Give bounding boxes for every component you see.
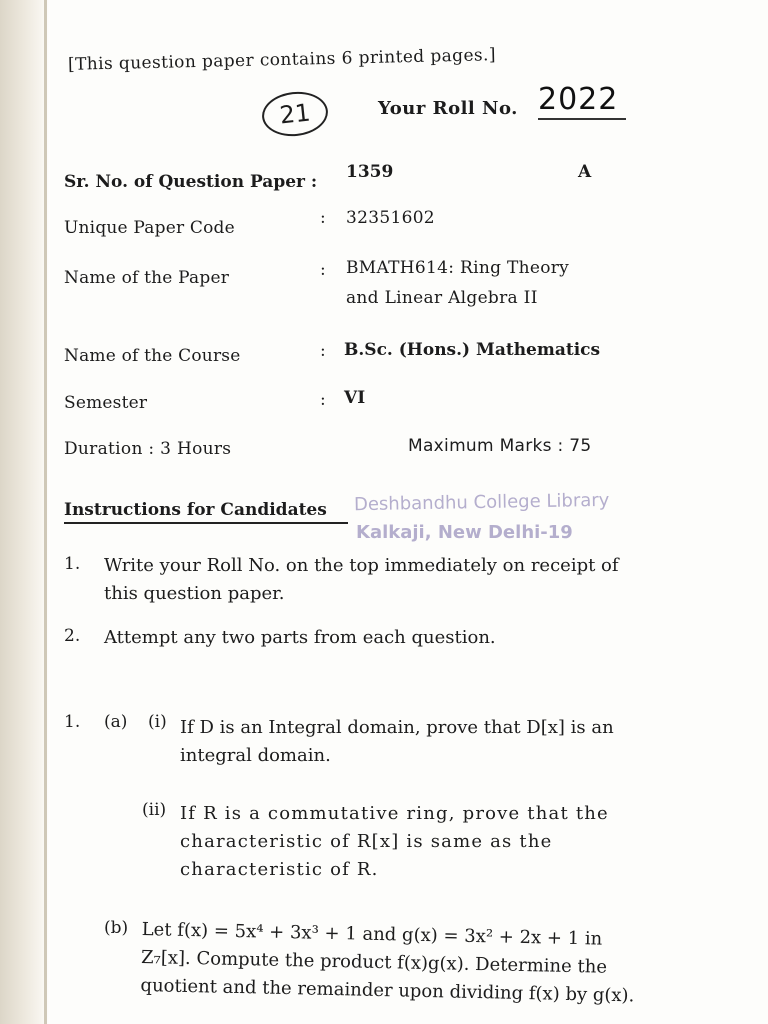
paper-code-label: Unique Paper Code (64, 218, 235, 238)
maximum-marks: Maximum Marks : 75 (408, 436, 592, 456)
semester-label: Semester (64, 393, 148, 413)
course-name-label: Name of the Course (64, 346, 241, 366)
roll-number-value: 2022 (538, 82, 626, 120)
subpart-ii-text: If R is a commutative ring, prove that the characteristic of R[x] is same as the characteristic of R. (180, 803, 609, 880)
semester-value: VI (344, 388, 366, 408)
sr-no-label: Sr. No. of Question Paper : (64, 172, 318, 192)
subpart-i-text: If D is an Integral domain, prove that D[x] is an integral domain. (180, 717, 614, 766)
page-binding-edge (44, 0, 47, 1024)
heading-underline (64, 522, 348, 524)
subpart-i-label: (i) (148, 712, 167, 732)
library-stamp-line2: Kalkaji, New Delhi-19 (356, 522, 573, 543)
circled-number: 21 (260, 89, 330, 140)
sr-no-value: 1359 (346, 162, 394, 182)
paper-name-line1: BMATH614: Ring Theory (346, 258, 570, 278)
paper-name-label: Name of the Paper (64, 268, 230, 288)
library-stamp-line1: Deshbandhu College Library (353, 489, 610, 516)
instruction-number: 2. (64, 626, 81, 646)
colon: : (320, 341, 326, 361)
part-a-label: (a) (104, 712, 128, 732)
instruction-text: Write your Roll No. on the top immediately on receipt of this question paper. (104, 555, 619, 604)
instruction-text: Attempt any two parts from each question. (104, 627, 496, 648)
part-b-label: (b) (104, 918, 129, 938)
page-binding-shadow (0, 0, 50, 1024)
colon: : (320, 260, 326, 280)
roll-number-label: Your Roll No. (378, 98, 518, 119)
pages-note: [This question paper contains 6 printed pages.] (67, 45, 497, 75)
colon: : (320, 390, 326, 410)
paper-name-line2: and Linear Algebra II (346, 288, 538, 308)
colon: : (320, 208, 326, 228)
set-letter: A (578, 162, 592, 182)
subpart-ii-label: (ii) (142, 800, 167, 820)
paper-code-value: 32351602 (346, 208, 435, 228)
duration: Duration : 3 Hours (64, 439, 232, 459)
instruction-number: 1. (64, 554, 81, 574)
instructions-heading: Instructions for Candidates (64, 500, 327, 520)
course-name-value: B.Sc. (Hons.) Mathematics (344, 340, 601, 360)
question-number: 1. (64, 712, 81, 732)
part-b-text: Let f(x) = 5x⁴ + 3x³ + 1 and g(x) = 3x² + 2x + 1 in Z₇[x]. Compute the product f(x)g(x). Determine the quotient and the remainder upon dividing f(x) by g(x). (140, 918, 635, 1007)
